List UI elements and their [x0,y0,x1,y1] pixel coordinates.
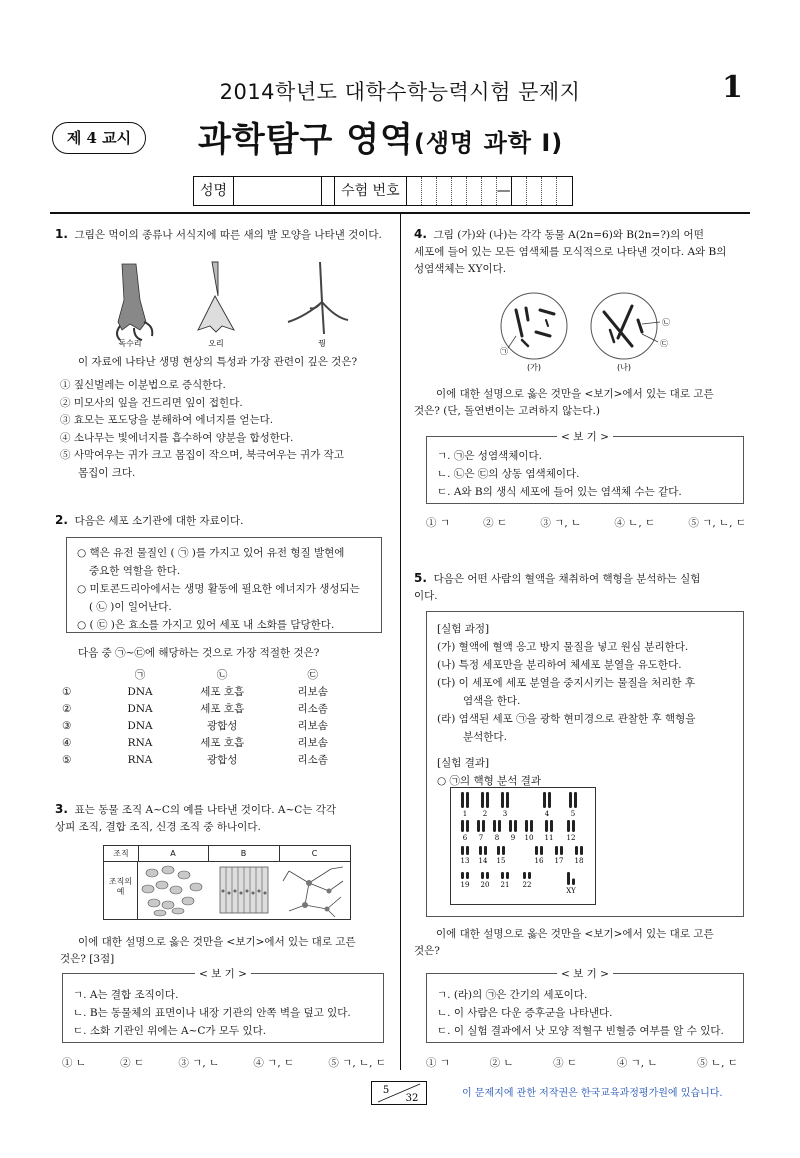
q2-box-line: ○ 핵은 유전 물질인 ( ㉠ )를 가지고 있어 유전 형질 발현에 [77,547,345,559]
karyotype-label: 21 [500,881,510,889]
q3-question-2: 것은? [3점] [60,953,115,965]
q4-number: 4. [414,227,427,241]
q5-process-step: 염색을 한다. [463,695,521,707]
exam-no-digit[interactable] [452,177,467,205]
q5-answer-5[interactable]: ⑤ ㄴ, ㄷ [697,1057,738,1069]
q5-answer-4[interactable]: ④ ㄱ, ㄴ [616,1057,658,1069]
q2-cell: 리보솜 [297,686,328,698]
karyotype-chromosome-pair [477,820,485,842]
q2-box-line: ( ㉡ )이 일어난다. [89,601,172,613]
karyotype-label: 13 [460,857,470,865]
student-id-row [193,176,573,206]
karyotype-label: 4 [544,810,550,818]
exam-no-digit[interactable] [512,177,527,205]
q3-tissue-b-image [208,861,279,919]
q5-question [414,926,750,960]
subject-sub: (생명 과학 I) [413,129,564,157]
karyotype-chromosome-pair [535,846,544,865]
karyotype-chromosome-pair [501,872,510,889]
q2-cell: DNA [127,685,153,698]
copyright-notice: 이 문제지에 관한 저작권은 한국교육과정평가원에 있습니다. [462,1088,723,1099]
exam-no-digit[interactable] [422,177,437,205]
karyotype-chromosome-pair [479,846,488,865]
q5-answers [426,1055,738,1070]
karyotype-label: 7 [478,834,484,842]
q2-info-box [66,537,382,633]
exam-no-digit[interactable] [467,177,482,205]
q2-choice-num: ③ [62,719,72,732]
q1-choice-1[interactable]: ① 짚신벌레는 이분법으로 증식한다. [60,379,226,391]
q2-choice-row[interactable] [58,683,358,700]
karyotype-chromosome-pair [575,846,584,865]
q3-bogi-title: < 보 기 > [195,968,251,980]
karyotype-label: 6 [462,834,468,842]
q3-question [78,934,390,951]
question-1 [55,226,390,244]
q2-question [78,645,390,662]
q4-fig-label-b: (나) [617,363,631,372]
karyotype-chromosome-pair [481,792,489,818]
q2-choice-row[interactable] [58,717,358,734]
exam-no-digit[interactable] [527,177,542,205]
karyotype-chromosome-pair [509,820,517,842]
q1-choice-2[interactable]: ② 미모사의 잎을 건드리면 잎이 접힌다. [60,396,243,409]
q3-tissue-table [103,845,351,920]
karyotype-chromosome-pair [497,846,506,865]
q4-question-2: 것은? (단, 돌연변이는 고려하지 않는다.) [414,405,600,417]
q5-question-2: 것은? [414,945,440,957]
q2-stem: 다음은 세포 소기관에 대한 자료이다. [74,515,244,527]
karyotype-chromosome-pair [566,872,576,895]
karyotype-label: 20 [480,881,490,889]
q2-cell: 세포 호흡 [200,703,245,715]
q5-process-step: 분석한다. [463,731,507,743]
q2-cell: 리소좀 [297,754,328,766]
q5-number: 5. [414,571,427,585]
q2-choice-row[interactable] [58,700,358,717]
karyotype-chromosome-pair [569,792,577,818]
q3-row-label-1: 조직의 [108,877,133,886]
q1-label-eagle: 독수리 [118,339,142,348]
karyotype-label: 22 [522,881,532,889]
q2-cell: RNA [127,753,153,766]
karyotype-label: 11 [544,834,554,842]
q4-mark-b: ㉡ [662,318,670,327]
q2-header-b: ㉡ [216,669,228,681]
karyotype-label: 18 [574,857,584,865]
karyotype-label: XY [566,887,576,895]
q2-cell: 리소좀 [297,703,328,715]
karyotype-chromosome-pair [481,872,490,889]
eagle-foot-drawing [117,264,152,340]
q2-table-header [58,666,358,683]
q2-cell: 광합성 [206,754,238,766]
karyotype-chromosome-pair [461,792,469,818]
karyotype-chromosome-pair [543,792,551,818]
q3-question-1: 이에 대한 설명으로 옳은 것만을 <보기>에서 있는 대로 고른 [78,936,356,948]
q5-stem-2: 이다. [414,590,438,602]
karyotype-chromosome-pair [545,820,554,842]
q2-choice-row[interactable] [58,751,358,768]
karyotype-label: 10 [524,834,534,842]
question-2 [55,512,390,530]
q4-answer-4[interactable]: ④ ㄴ, ㄷ [614,517,656,529]
current-page: 5 [382,1085,390,1096]
q2-box-line: 중요한 역할을 한다. [89,565,181,577]
karyotype-chromosome-pair [461,846,470,865]
q4-answer-3[interactable]: ③ ㄱ, ㄴ [540,517,582,529]
total-pages: 32 [405,1093,419,1104]
q5-process-step: (다) 이 세포에 세포 분열을 중지시키는 물질을 처리한 후 [437,677,696,689]
q4-bogi-title-wrap [427,429,743,444]
q3-answers [62,1055,386,1070]
karyotype-chromosome-pair [493,820,501,842]
q3-tissue-c-image [279,861,350,919]
q1-choices [60,377,390,482]
q1-bird-feet-figure [110,260,350,348]
karyotype-chromosome-pair [523,872,532,889]
q4-bogi-box [426,431,744,504]
karyotype-label: 16 [534,857,544,865]
question-4 [414,226,750,278]
q4-answer-5[interactable]: ⑤ ㄱ, ㄴ, ㄷ [688,517,746,529]
q2-choice-row[interactable] [58,734,358,751]
q1-label-pheasant: 꿩 [318,339,326,348]
q5-bogi-item: ㄷ. 이 실험 결과에서 낫 모양 적혈구 빈혈증 여부를 알 수 있다. [437,1025,724,1037]
exam-title: 2014학년도 대학수학능력시험 문제지 [219,80,581,104]
id-gap [322,177,335,205]
karyotype-label: 14 [478,857,488,865]
exam-no-dash: — [497,177,512,205]
duck-foot-drawing [198,262,234,332]
q5-process-step: (가) 혈액에 혈액 응고 방지 물질을 넣고 원심 분리한다. [437,641,689,653]
exam-no-label: 수험 번호 [335,177,407,205]
q4-bogi-item: ㄱ. ㉠은 성염색체이다. [437,450,542,462]
q4-question-1: 이에 대한 설명으로 옳은 것만을 <보기>에서 있는 대로 고른 [436,388,714,400]
q3-header-b: B [208,846,280,862]
q4-bogi-item: ㄷ. A와 B의 생식 세포에 들어 있는 염색체 수는 같다. [437,486,682,498]
q5-bogi-item: ㄱ. (라)의 ㉠은 간기의 세포이다. [437,989,588,1001]
q4-cell-b-chromosomes [604,306,642,346]
karyotype-chromosome-pair [525,820,534,842]
q2-choice-num: ④ [62,736,72,749]
q5-answer-1[interactable]: ① ㄱ [426,1057,450,1069]
exam-no-digit[interactable] [542,177,557,205]
exam-no-digit[interactable] [407,177,422,205]
q3-bogi-item: ㄷ. 소화 기관인 위에는 A~C가 모두 있다. [73,1025,267,1037]
q5-bogi-title: < 보 기 > [557,968,613,980]
q5-bogi-title-wrap [427,966,743,981]
q1-question-text: 이 자료에 나타난 생명 현상의 특성과 가장 관련이 깊은 것은? [78,356,358,368]
q3-header-a: A [138,846,209,862]
q4-question [414,386,750,420]
karyotype-label: 9 [510,834,516,842]
q4-bogi-title: < 보 기 > [557,431,613,443]
q4-cell-a-chromosomes [516,308,554,346]
q2-cell: DNA [127,702,153,715]
exam-no-digit[interactable] [437,177,452,205]
q4-answer-2[interactable]: ② ㄷ [483,517,508,529]
q2-cell: 세포 호흡 [200,686,245,698]
karyotype-label: 19 [460,881,470,889]
karyotype-chromosome-pair [501,792,509,818]
q5-result-title: [실험 결과] [437,757,490,769]
exam-no-digit[interactable] [482,177,497,205]
q3-tissue-a-image [138,861,208,919]
q3-answer-1[interactable]: ① ㄴ [62,1057,86,1069]
name-field[interactable] [234,177,322,205]
q4-chromosome-figure [492,290,692,372]
q2-cell: 리보솜 [297,720,328,732]
name-label: 성명 [194,177,234,205]
q1-label-duck: 오리 [208,339,224,348]
karyotype-label: 15 [496,857,506,865]
q3-bogi-item: ㄴ. B는 동물체의 표면이나 내장 기관의 안쪽 벽을 덮고 있다. [73,1007,351,1019]
q4-fig-label-a: (가) [527,363,541,372]
q3-row-label [104,861,138,919]
q2-cell: 세포 호흡 [200,737,245,749]
q2-number: 2. [55,513,68,527]
q2-question-text: 다음 중 ㉠~㉢에 해당하는 것으로 가장 적절한 것은? [78,647,320,659]
q3-answer-5[interactable]: ⑤ ㄱ, ㄴ, ㄷ [328,1057,386,1069]
karyotype-label: 17 [554,857,564,865]
q5-process-title: [실험 과정] [437,623,490,635]
karyotype-chromosome-pair [461,820,469,842]
q5-bogi-item: ㄴ. 이 사람은 다운 증후군을 나타낸다. [437,1007,613,1019]
q5-result-item: ○ ㉠의 핵형 분석 결과 [437,775,542,787]
q4-mark-a: ㉠ [500,347,508,356]
q3-answer-2[interactable]: ② ㄷ [120,1057,145,1069]
q4-stem-3: 성염색체는 XY이다. [414,263,507,275]
q2-choice-table [58,666,358,768]
q3-stem-1: 표는 동물 조직 A~C의 예를 나타낸 것이다. A~C는 각각 [74,804,337,816]
q1-question [78,354,390,371]
karyotype-label: 12 [566,834,576,842]
q2-box-line: ○ 미토콘드리아에서는 생명 활동에 필요한 에너지가 생성되는 [77,583,360,595]
q1-choice-5[interactable]: ⑤ 사막여우는 귀가 크고 몸집이 작으며, 북극여우는 귀가 작고 [60,449,344,461]
q4-stem-1: 그림 (가)와 (나)는 각각 동물 A(2n=6)와 B(2n=?)의 어떤 [433,229,704,241]
q1-choice-4[interactable]: ④ 소나무는 빛에너지를 흡수하여 양분을 합성한다. [60,431,294,444]
q2-choice-num: ⑤ [62,753,72,766]
exam-no-digit[interactable] [557,177,572,205]
q1-choice-5-cont: 몸집이 크다. [78,466,136,479]
pheasant-foot-drawing [288,262,348,334]
q4-bogi-item: ㄴ. ㉡은 ㉢의 상동 염색체이다. [437,468,580,480]
q4-answers [426,515,746,530]
column-divider [400,212,401,1070]
q3-header-c: C [279,846,350,862]
q5-process-step: (나) 특정 세포만을 분리하여 체세포 분열을 유도한다. [437,659,682,671]
question-3 [55,801,390,836]
karyotype-label: 1 [462,810,468,818]
q5-question-1: 이에 대한 설명으로 옳은 것만을 <보기>에서 있는 대로 고른 [436,928,714,940]
question-5 [414,570,750,605]
q2-choice-num: ① [62,685,72,698]
karyotype-label: 3 [502,810,508,818]
q2-header-a: ㉠ [134,669,146,681]
q3-answer-4[interactable]: ④ ㄱ, ㄷ [253,1057,295,1069]
q5-answer-2[interactable]: ② ㄴ [489,1057,514,1069]
karyotype-chromosome-pair [567,820,576,842]
karyotype-label: 5 [570,810,576,818]
q1-number: 1. [55,227,68,241]
q5-bogi-box [426,968,744,1043]
q3-number: 3. [55,802,68,816]
subject-title [198,112,563,161]
karyotype-label: 2 [482,810,488,818]
q2-cell: DNA [127,719,153,732]
q2-box-line: ○ ( ㉢ )은 효소를 가지고 있어 세포 내 소화를 담당한다. [77,619,335,631]
q4-answer-1[interactable]: ① ㄱ [426,517,450,529]
q4-stem-2: 세포에 들어 있는 모든 염색체를 모식적으로 나타낸 것이다. A와 B의 [414,246,727,258]
q5-answer-3[interactable]: ③ ㄷ [553,1057,578,1069]
q3-bogi-item: ㄱ. A는 결합 조직이다. [73,989,179,1001]
q2-cell: RNA [127,736,153,749]
q3-bogi-box [62,968,384,1043]
q4-mark-c: ㉢ [660,339,668,348]
q5-process-step: (라) 염색된 세포 ㉠을 광학 현미경으로 관찰한 후 핵형을 [437,713,696,725]
q1-choice-3[interactable]: ③ 효모는 포도당을 분해하여 에너지를 얻는다. [60,414,274,426]
q2-cell: 광합성 [206,720,238,732]
q2-choice-num: ② [62,702,72,715]
q2-header-c: ㉢ [307,669,318,681]
page-counter [371,1081,427,1105]
period-badge: 제 4 교시 [52,122,146,154]
subject-main: 과학탐구 영역 [198,120,414,160]
q5-karyotype-image [450,787,596,905]
karyotype-chromosome-pair [555,846,564,865]
karyotype-label: 8 [494,834,500,842]
q3-header-tissue: 조직 [104,846,139,862]
karyotype-chromosome-pair [461,872,470,889]
q3-stem-2: 상피 조직, 결합 조직, 신경 조직 중 하나이다. [55,821,261,833]
q3-bogi-title-wrap [63,966,383,981]
q5-stem-1: 다음은 어떤 사람의 혈액을 채취하여 핵형을 분석하는 실험 [433,573,701,585]
q2-cell: 리보솜 [297,737,328,749]
q3-row-label-2: 예 [116,887,125,896]
page-number: 1 [722,70,743,105]
q1-stem: 그림은 먹이의 종류나 서식지에 따른 새의 발 모양을 나타낸 것이다. [74,229,382,241]
q3-answer-3[interactable]: ③ ㄱ, ㄴ [178,1057,220,1069]
